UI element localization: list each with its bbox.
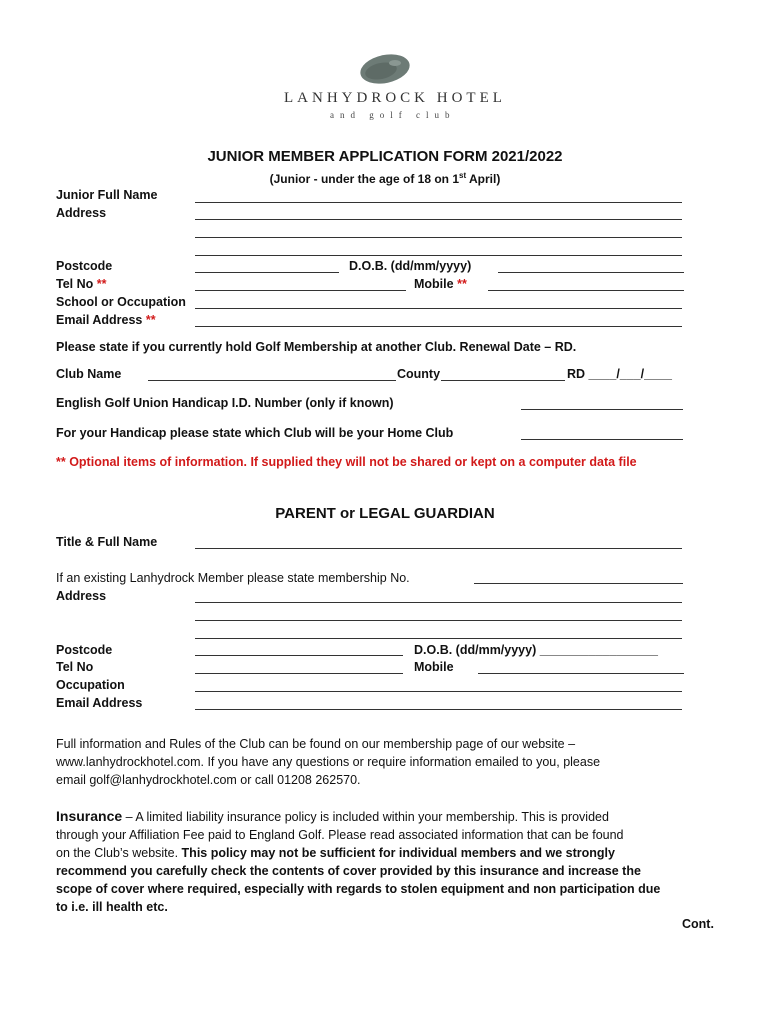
existing-member-field[interactable] xyxy=(474,583,683,584)
junior-school-field[interactable] xyxy=(195,308,682,309)
handicap-id-field[interactable] xyxy=(521,409,683,410)
guardian-title-name-field[interactable] xyxy=(195,548,682,549)
renewal-date-field[interactable]: RD ____/___/____ xyxy=(567,367,672,381)
guardian-occupation-field[interactable] xyxy=(195,691,682,692)
guardian-email-label: Email Address xyxy=(56,696,143,710)
optional-items-note: ** Optional items of information. If supplied they will not be shared or kept on a computer data file xyxy=(56,455,637,469)
county-field[interactable] xyxy=(441,380,565,381)
membership-question: Please state if you currently hold Golf Membership at another Club. Renewal Date – RD. xyxy=(56,340,577,354)
junior-mobile-field[interactable] xyxy=(488,290,684,291)
guardian-title-name-label: Title & Full Name xyxy=(56,535,158,549)
guardian-postcode-field[interactable] xyxy=(195,655,403,656)
guardian-heading: PARENT or LEGAL GUARDIAN xyxy=(275,505,495,522)
junior-address-label: Address xyxy=(56,206,107,220)
junior-address-field-3[interactable] xyxy=(195,255,682,256)
guardian-postcode-label: Postcode xyxy=(56,643,113,657)
form-subtitle: (Junior - under the age of 18 on 1st April) xyxy=(269,171,501,186)
club-info-paragraph: Full information and Rules of the Club can be found on our membership page of our website – www.lanhydrockhotel.com. If you have any questions or require information emailed to you, please email golf@lanhydrockhotel.com or call 01208 262570. xyxy=(56,737,601,787)
club-name-label: Club Name xyxy=(56,367,122,381)
county-label: County xyxy=(397,367,441,381)
insurance-paragraph: Insurance – A limited liability insurance policy is included within your membership. This is provided through your Affiliation Fee paid to England Golf. Please read associated information that can be found on the Club’s website. This policy may not be sufficient for individual members and we strongly recommend you carefully check the contents of cover provided by this insurance and increase the scope of cover where required, especially with regards to stolen equipment and non participation due to i.e. ill health etc. xyxy=(56,808,661,914)
form-title: JUNIOR MEMBER APPLICATION FORM 2021/2022 xyxy=(207,148,563,165)
junior-full-name-label: Junior Full Name xyxy=(56,188,158,202)
guardian-email-field[interactable] xyxy=(195,709,682,710)
guardian-mobile-field[interactable] xyxy=(478,673,684,674)
junior-postcode-field[interactable] xyxy=(195,272,339,273)
guardian-occupation-label: Occupation xyxy=(56,678,125,692)
handicap-id-label: English Golf Union Handicap I.D. Number (only if known) xyxy=(56,396,394,410)
guardian-tel-label: Tel No xyxy=(56,660,94,674)
junior-address-field-2[interactable] xyxy=(195,237,682,238)
junior-address-field-1[interactable] xyxy=(195,219,682,220)
guardian-address-field-3[interactable] xyxy=(195,638,682,639)
junior-mobile-label: Mobile ** xyxy=(414,277,467,291)
logo-name: LANHYDROCK HOTEL xyxy=(284,90,506,106)
home-club-field[interactable] xyxy=(521,439,683,440)
junior-full-name-field[interactable] xyxy=(195,202,682,203)
existing-member-label: If an existing Lanhydrock Member please state membership No. xyxy=(56,571,410,585)
club-name-field[interactable] xyxy=(148,380,396,381)
guardian-address-field-2[interactable] xyxy=(195,620,682,621)
logo-subtitle: and golf club xyxy=(330,110,456,120)
junior-dob-label: D.O.B. (dd/mm/yyyy) xyxy=(349,259,472,273)
guardian-address-field-1[interactable] xyxy=(195,602,682,603)
guardian-tel-field[interactable] xyxy=(195,673,403,674)
junior-email-field[interactable] xyxy=(195,326,682,327)
guardian-mobile-label: Mobile xyxy=(414,660,454,674)
junior-school-label: School or Occupation xyxy=(56,295,186,309)
guardian-address-label: Address xyxy=(56,589,107,603)
junior-tel-field[interactable] xyxy=(195,290,406,291)
continued-label: Cont. xyxy=(682,917,714,931)
junior-postcode-label: Postcode xyxy=(56,259,113,273)
home-club-label: For your Handicap please state which Club will be your Home Club xyxy=(56,426,454,440)
junior-email-label: Email Address ** xyxy=(56,313,156,327)
guardian-dob-field[interactable]: D.O.B. (dd/mm/yyyy) _________________ xyxy=(414,643,658,657)
hotel-logo-mark xyxy=(357,52,413,86)
junior-dob-field[interactable] xyxy=(498,272,684,273)
junior-tel-label: Tel No ** xyxy=(56,277,107,291)
